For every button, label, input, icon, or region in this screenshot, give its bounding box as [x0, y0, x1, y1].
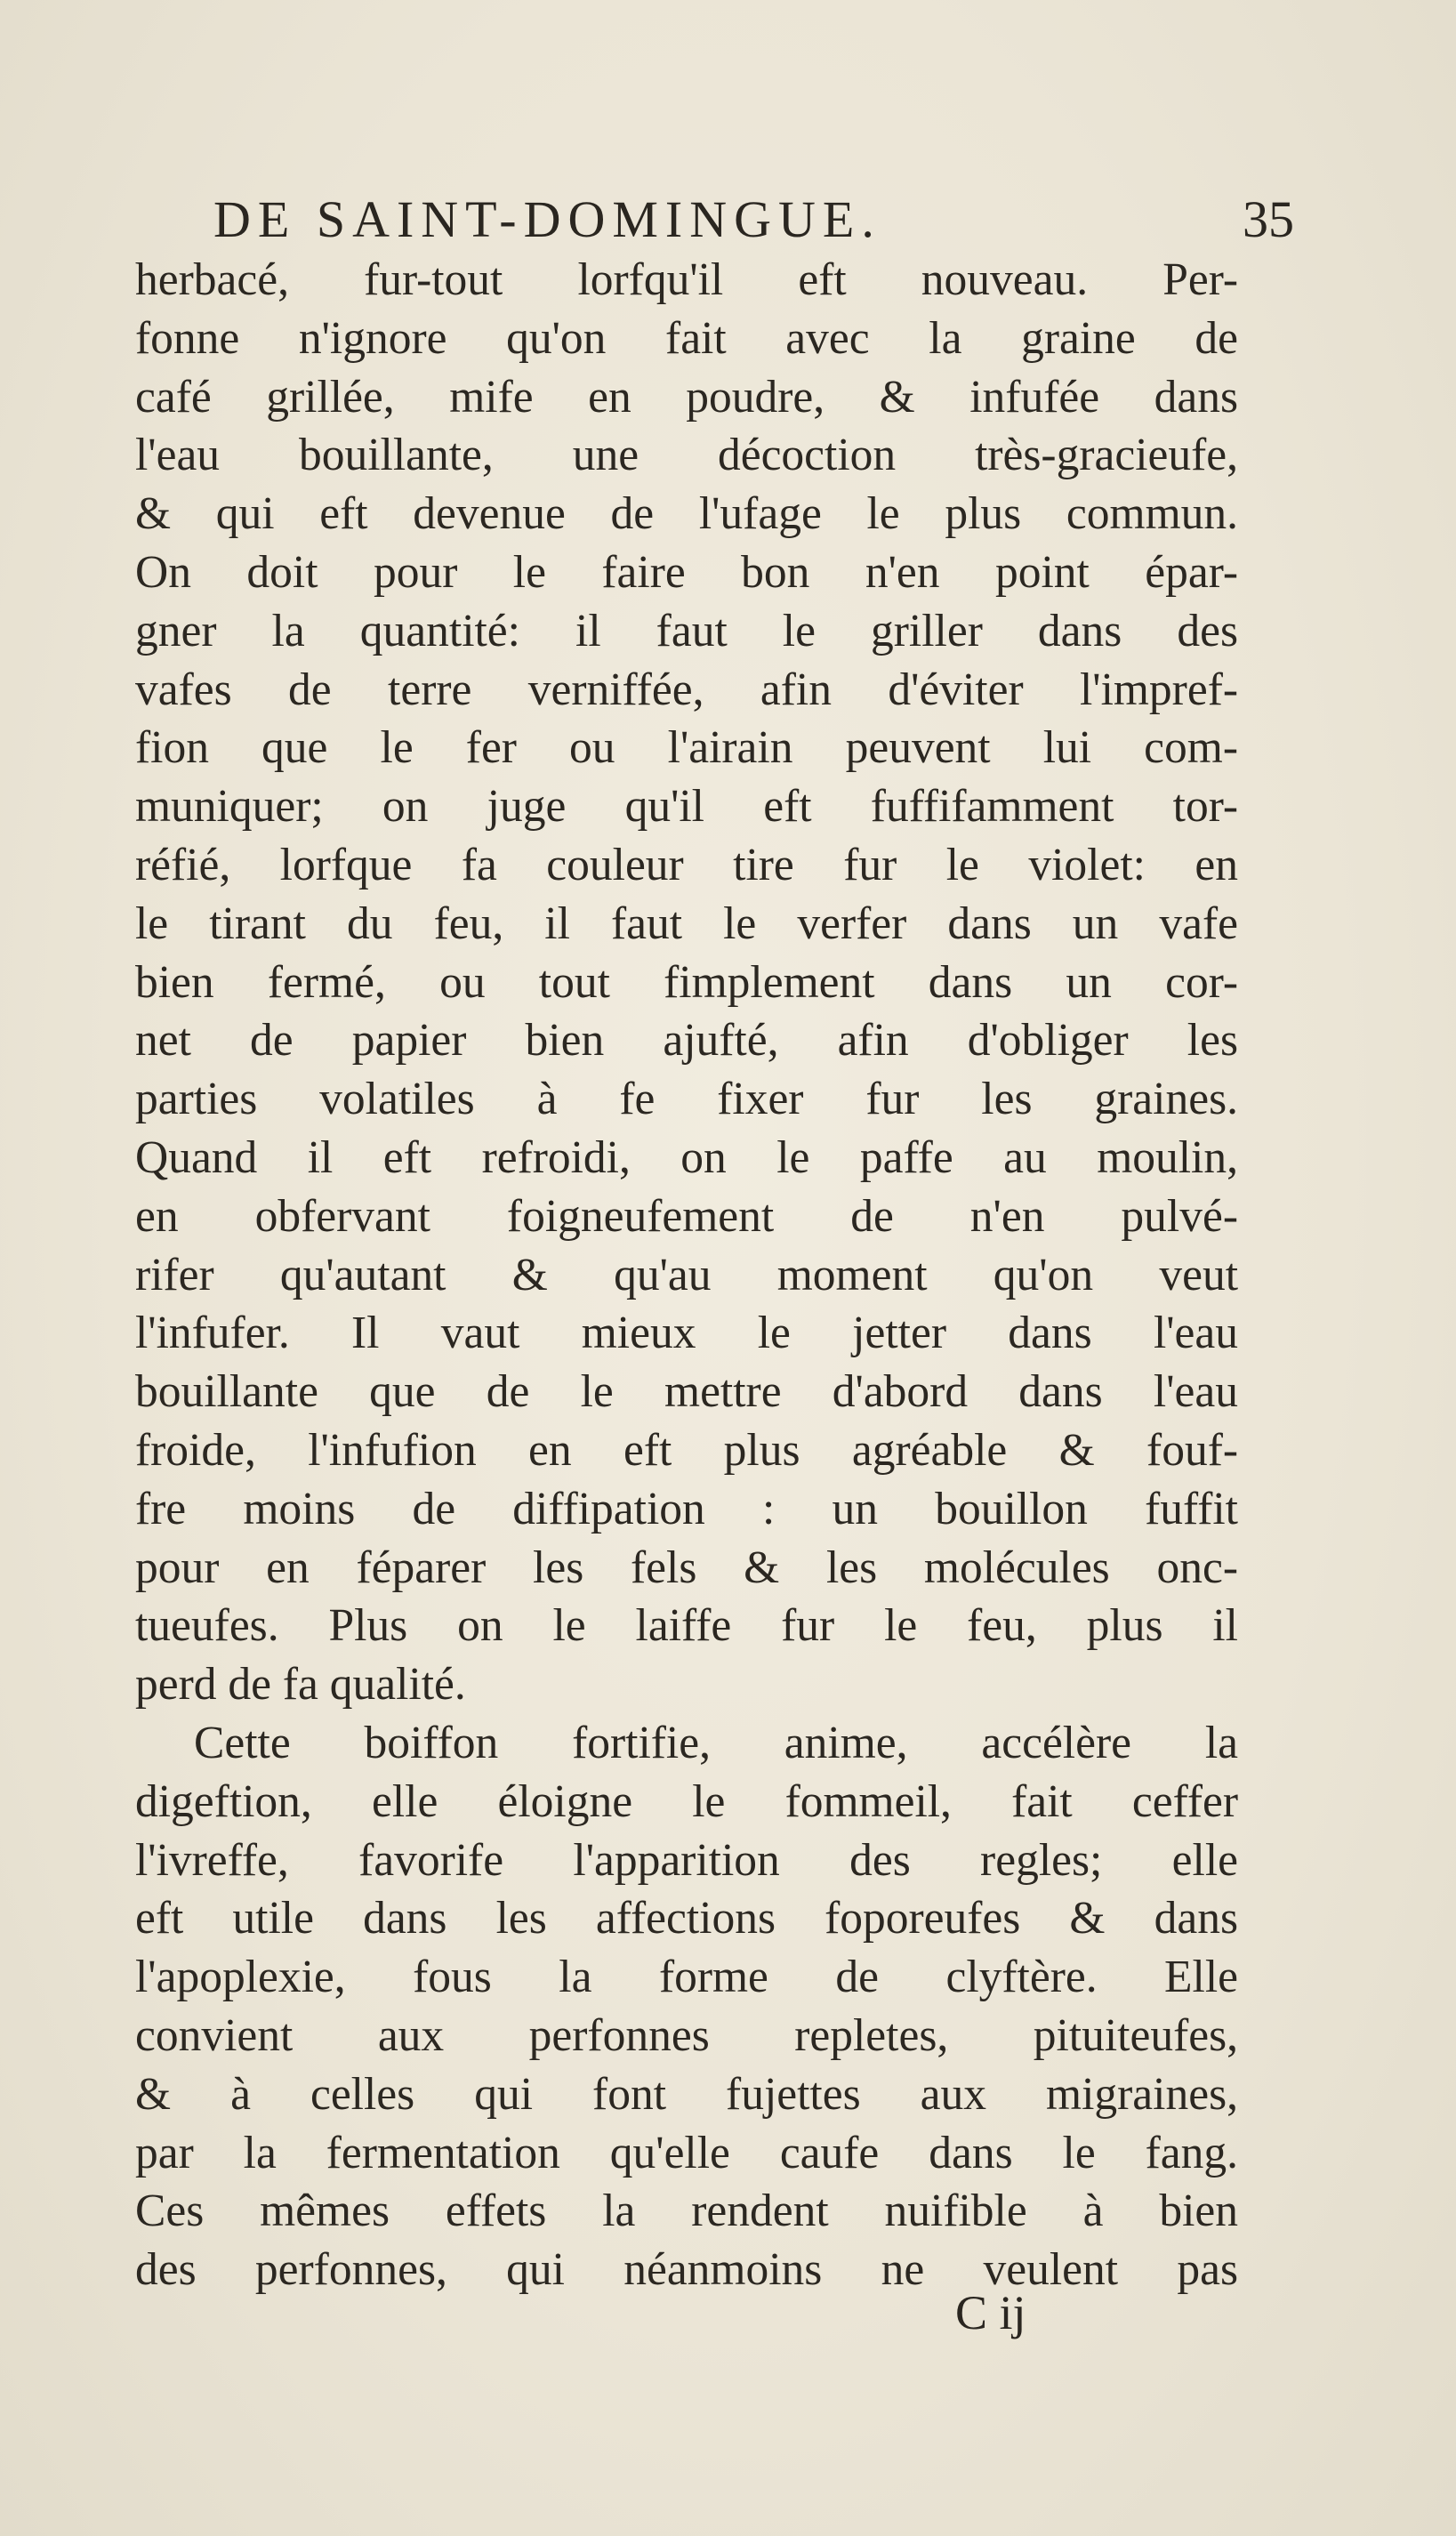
text-line: café grillée, mife en poudre, & infufée dans	[135, 371, 1238, 423]
text-line: Ces mêmes effets la rendent nuifible à bien	[135, 2186, 1238, 2237]
text-line: froide, l'infufion en eft plus agréable & fouf-	[135, 1424, 1238, 1476]
text-line: par la fermentation qu'elle caufe dans le fang.	[135, 2127, 1238, 2178]
page-number: 35	[1243, 190, 1294, 248]
text-line: digeftion, elle éloigne le fommeil, fait ceffer	[135, 1775, 1238, 1827]
text-line: convient aux perfonnes repletes, pituiteufes,	[135, 2009, 1238, 2061]
text-line: le tirant du feu, il faut le verfer dans un vafe	[135, 898, 1238, 949]
text-line: herbacé, fur-tout lorfqu'il eft nouveau. Per-	[135, 254, 1238, 305]
text-line: l'infufer. Il vaut mieux le jetter dans l'eau	[135, 1308, 1238, 1359]
text-line: en obfervant foigneufement de n'en pulvé-	[135, 1190, 1238, 1242]
text-line: fion que le fer ou l'airain peuvent lui com-	[135, 722, 1238, 774]
text-line: net de papier bien ajufté, afin d'obliger les	[135, 1015, 1238, 1067]
text-line: fonne n'ignore qu'on fait avec la graine de	[135, 312, 1238, 364]
body-text	[135, 251, 1238, 2299]
text-line: & qui eft devenue de l'ufage le plus commun.	[135, 488, 1238, 540]
paragraph-start-line: Cette boiffon fortifie, anime, accélère la	[194, 1717, 1238, 1768]
running-head: DE SAINT-DOMINGUE.	[213, 190, 881, 248]
text-line: l'ivreffe, favorife l'apparition des regles; elle	[135, 1834, 1238, 1886]
text-line: l'eau bouillante, une décoction très-gracieufe,	[135, 430, 1238, 481]
text-line: vafes de terre verniffée, afin d'éviter l'impref-	[135, 664, 1238, 715]
paragraph-end-line: perd de fa qualité.	[135, 1659, 466, 1711]
text-line: & à celles qui font fujettes aux migraines,	[135, 2068, 1238, 2120]
text-line: gner la quantité: il faut le griller dans des	[135, 605, 1238, 656]
text-line: tueufes. Plus on le laiffe fur le feu, plus il	[135, 1600, 1238, 1652]
text-line: Quand il eft refroidi, on le paffe au moulin,	[135, 1131, 1238, 1183]
text-line: réfié, lorfque fa couleur tire fur le violet: en	[135, 839, 1238, 890]
text-line: fre moins de diffipation : un bouillon fuffit	[135, 1483, 1238, 1534]
page-header	[213, 189, 1294, 251]
text-line: On doit pour le faire bon n'en point épar-	[135, 546, 1238, 598]
signature-mark: C ij	[955, 2286, 1026, 2339]
text-line: l'apoplexie, fous la forme de clyftère. Elle	[135, 1952, 1238, 2003]
text-line: eft utile dans les affections foporeufes & dans	[135, 1893, 1238, 1944]
text-line: des perfonnes, qui néanmoins ne veulent pas	[135, 2244, 1238, 2296]
text-line: rifer qu'autant & qu'au moment qu'on veut	[135, 1249, 1238, 1300]
text-line: bien fermé, ou tout fimplement dans un cor-	[135, 956, 1238, 1008]
text-line: parties volatiles à fe fixer fur les graines.	[135, 1074, 1238, 1125]
text-line: pour en féparer les fels & les molécules onc-	[135, 1542, 1238, 1593]
text-line: bouillante que de le mettre d'abord dans l'eau	[135, 1366, 1238, 1418]
text-line: muniquer; on juge qu'il eft fuffifamment tor-	[135, 781, 1238, 833]
